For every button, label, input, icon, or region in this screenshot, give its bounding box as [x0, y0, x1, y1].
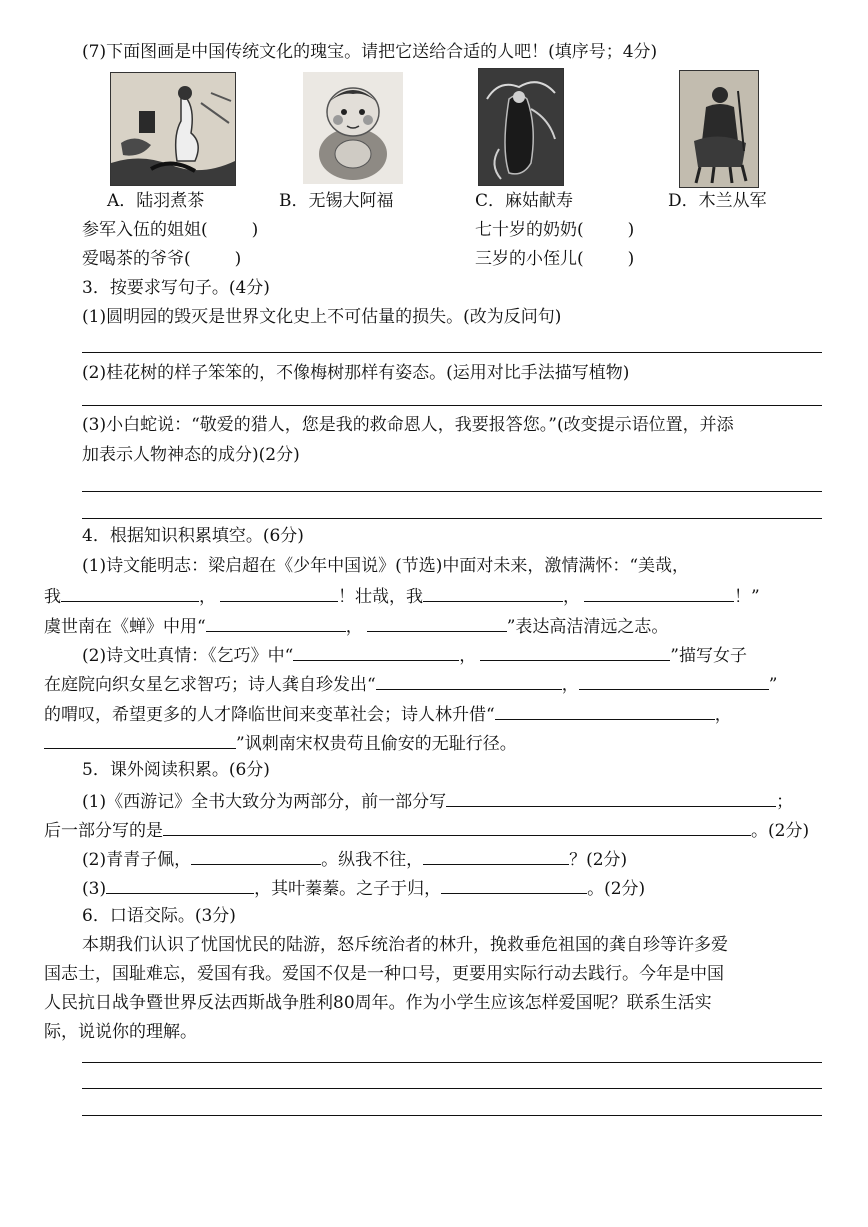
text: 在庭院向织女星乞求智巧；诗人龚自珍发出“	[44, 675, 376, 695]
q4-line-3	[44, 613, 668, 639]
answer-line[interactable]	[82, 1115, 822, 1116]
fill-blank[interactable]	[293, 642, 459, 661]
recipient-text: 三岁的小侄儿(	[475, 249, 584, 269]
q3-sentence-1: (1)圆明园的毁灭是世界文化史上不可估量的损失。(改为反问句)	[82, 307, 562, 327]
fill-blank[interactable]	[446, 788, 776, 807]
q5-line-4	[82, 875, 645, 901]
text: ，	[563, 587, 580, 607]
answer-line[interactable]	[82, 405, 822, 406]
text: ”讽刺南宋权贵苟且偷安的无耻行径。	[236, 734, 517, 754]
fill-blank[interactable]	[163, 817, 751, 836]
q4-line-2	[44, 583, 760, 609]
q4-line-4	[82, 642, 747, 668]
text: (2)青青子佩，	[82, 850, 192, 870]
answer-line[interactable]	[82, 1062, 822, 1063]
q5-line-1	[82, 788, 793, 814]
fill-blank[interactable]	[495, 701, 715, 720]
fill-blank[interactable]	[480, 642, 670, 661]
recipient-close: )	[234, 249, 242, 269]
fill-blank[interactable]	[206, 613, 346, 632]
q4-line-1: (1)诗文能明志：梁启超在《少年中国说》(节选)中面对未来，激情满怀：“美哉，	[82, 556, 690, 576]
recipient-sister	[82, 218, 258, 242]
fill-blank[interactable]	[441, 875, 587, 894]
recipient-close: )	[627, 249, 635, 269]
q3-sentence-3a: (3)小白蛇说：“敬爱的猎人，您是我的救命恩人，我要报答您。”(改变提示语位置，并添	[82, 415, 734, 435]
recipient-close: )	[627, 220, 635, 240]
fill-blank[interactable]	[367, 613, 507, 632]
fill-blank[interactable]	[423, 846, 569, 865]
text: ，	[714, 705, 732, 725]
option-d-label: D．木兰从军	[668, 191, 767, 211]
recipient-nephew	[475, 247, 634, 271]
text: 的喟叹，希望更多的人才降临世间来变革社会；诗人林升借“	[44, 705, 495, 725]
q5-line-3	[82, 846, 627, 872]
text: ”描写女子	[670, 646, 747, 666]
answer-line[interactable]	[82, 518, 822, 519]
fill-blank[interactable]	[423, 583, 563, 602]
q6-para-2: 国志士，国耻难忘，爱国有我。爱国不仅是一种口号，更要用实际行动去践行。今年是中国	[44, 964, 724, 984]
text: 。(2分)	[751, 821, 810, 841]
option-c-label: C．麻姑献寿	[475, 191, 574, 211]
fairy-painting-image	[478, 68, 564, 186]
text: 后一部分写的是	[44, 821, 163, 841]
text: 。纵我不往，	[321, 850, 424, 870]
text: (1)《西游记》全书大致分为两部分，前一部分写	[82, 792, 447, 812]
text: 我	[44, 587, 61, 607]
option-b-label: B．无锡大阿福	[279, 191, 394, 211]
recipient-grandma	[475, 218, 634, 242]
text: ！”	[734, 587, 760, 607]
q5-line-2	[44, 817, 809, 843]
q4-title: 4．根据知识积累填空。(6分)	[82, 526, 304, 546]
warrior-painting-image	[679, 70, 759, 188]
text: (3)	[82, 879, 107, 899]
fill-blank[interactable]	[61, 583, 199, 602]
answer-line[interactable]	[82, 352, 822, 353]
text: ；	[776, 792, 794, 812]
text: ”	[768, 675, 778, 695]
answer-line[interactable]	[82, 491, 822, 492]
q6-para-4: 际，说说你的理解。	[44, 1022, 197, 1042]
q3-sentence-3b: 加表示人物神态的成分)(2分)	[82, 445, 300, 465]
text: ，其叶蓁蓁。之子于归，	[254, 879, 442, 899]
q3-sentence-2: (2)桂花树的样子笨笨的，不像梅树那样有姿态。(运用对比手法描写植物)	[82, 363, 630, 383]
clay-doll-image	[303, 72, 403, 184]
tea-painting-image	[110, 72, 236, 186]
text: ？(2分)	[569, 850, 628, 870]
text: ”表达高洁清远之志。	[506, 617, 669, 637]
fill-blank[interactable]	[376, 671, 562, 690]
q4-line-7	[44, 730, 517, 756]
recipient-text: 七十岁的奶奶(	[475, 220, 584, 240]
recipient-text: 参军入伍的姐姐(	[82, 220, 208, 240]
fill-blank[interactable]	[44, 730, 236, 749]
q4-line-6	[44, 701, 732, 727]
fill-blank[interactable]	[584, 583, 734, 602]
fill-blank[interactable]	[579, 671, 769, 690]
q6-para-3: 人民抗日战争暨世界反法西斯战争胜利80周年。作为小学生应该怎样爱国呢？联系生活实	[44, 993, 712, 1013]
fill-blank[interactable]	[106, 875, 254, 894]
option-a-label: A．陆羽煮茶	[107, 191, 205, 211]
text: (2)诗文吐真情：《乞巧》中“	[82, 646, 294, 666]
text: ，	[345, 617, 363, 637]
q5-title: 5．课外阅读积累。(6分)	[82, 760, 270, 780]
text: 虞世南在《蝉》中用“	[44, 617, 206, 637]
recipient-text: 爱喝茶的爷爷(	[82, 249, 191, 269]
recipient-close: )	[251, 220, 259, 240]
recipient-grandpa	[82, 247, 241, 271]
q7-prompt: (7)下面图画是中国传统文化的瑰宝。请把它送给合适的人吧！(填序号；4分)	[82, 42, 658, 62]
text: ，	[459, 646, 477, 666]
text: ，	[561, 675, 579, 695]
text: 。(2分)	[587, 879, 646, 899]
q6-title: 6．口语交际。(3分)	[82, 906, 236, 926]
q4-line-5	[44, 671, 777, 697]
text: ，	[199, 587, 216, 607]
answer-line[interactable]	[82, 1088, 822, 1089]
text: ！壮哉，我	[338, 587, 423, 607]
q6-para-1: 本期我们认识了忧国忧民的陆游，怒斥统治者的林升，挽救垂危祖国的龚自珍等许多爱	[82, 935, 728, 955]
fill-blank[interactable]	[191, 846, 321, 865]
q3-title: 3．按要求写句子。(4分)	[82, 278, 270, 298]
fill-blank[interactable]	[220, 583, 338, 602]
